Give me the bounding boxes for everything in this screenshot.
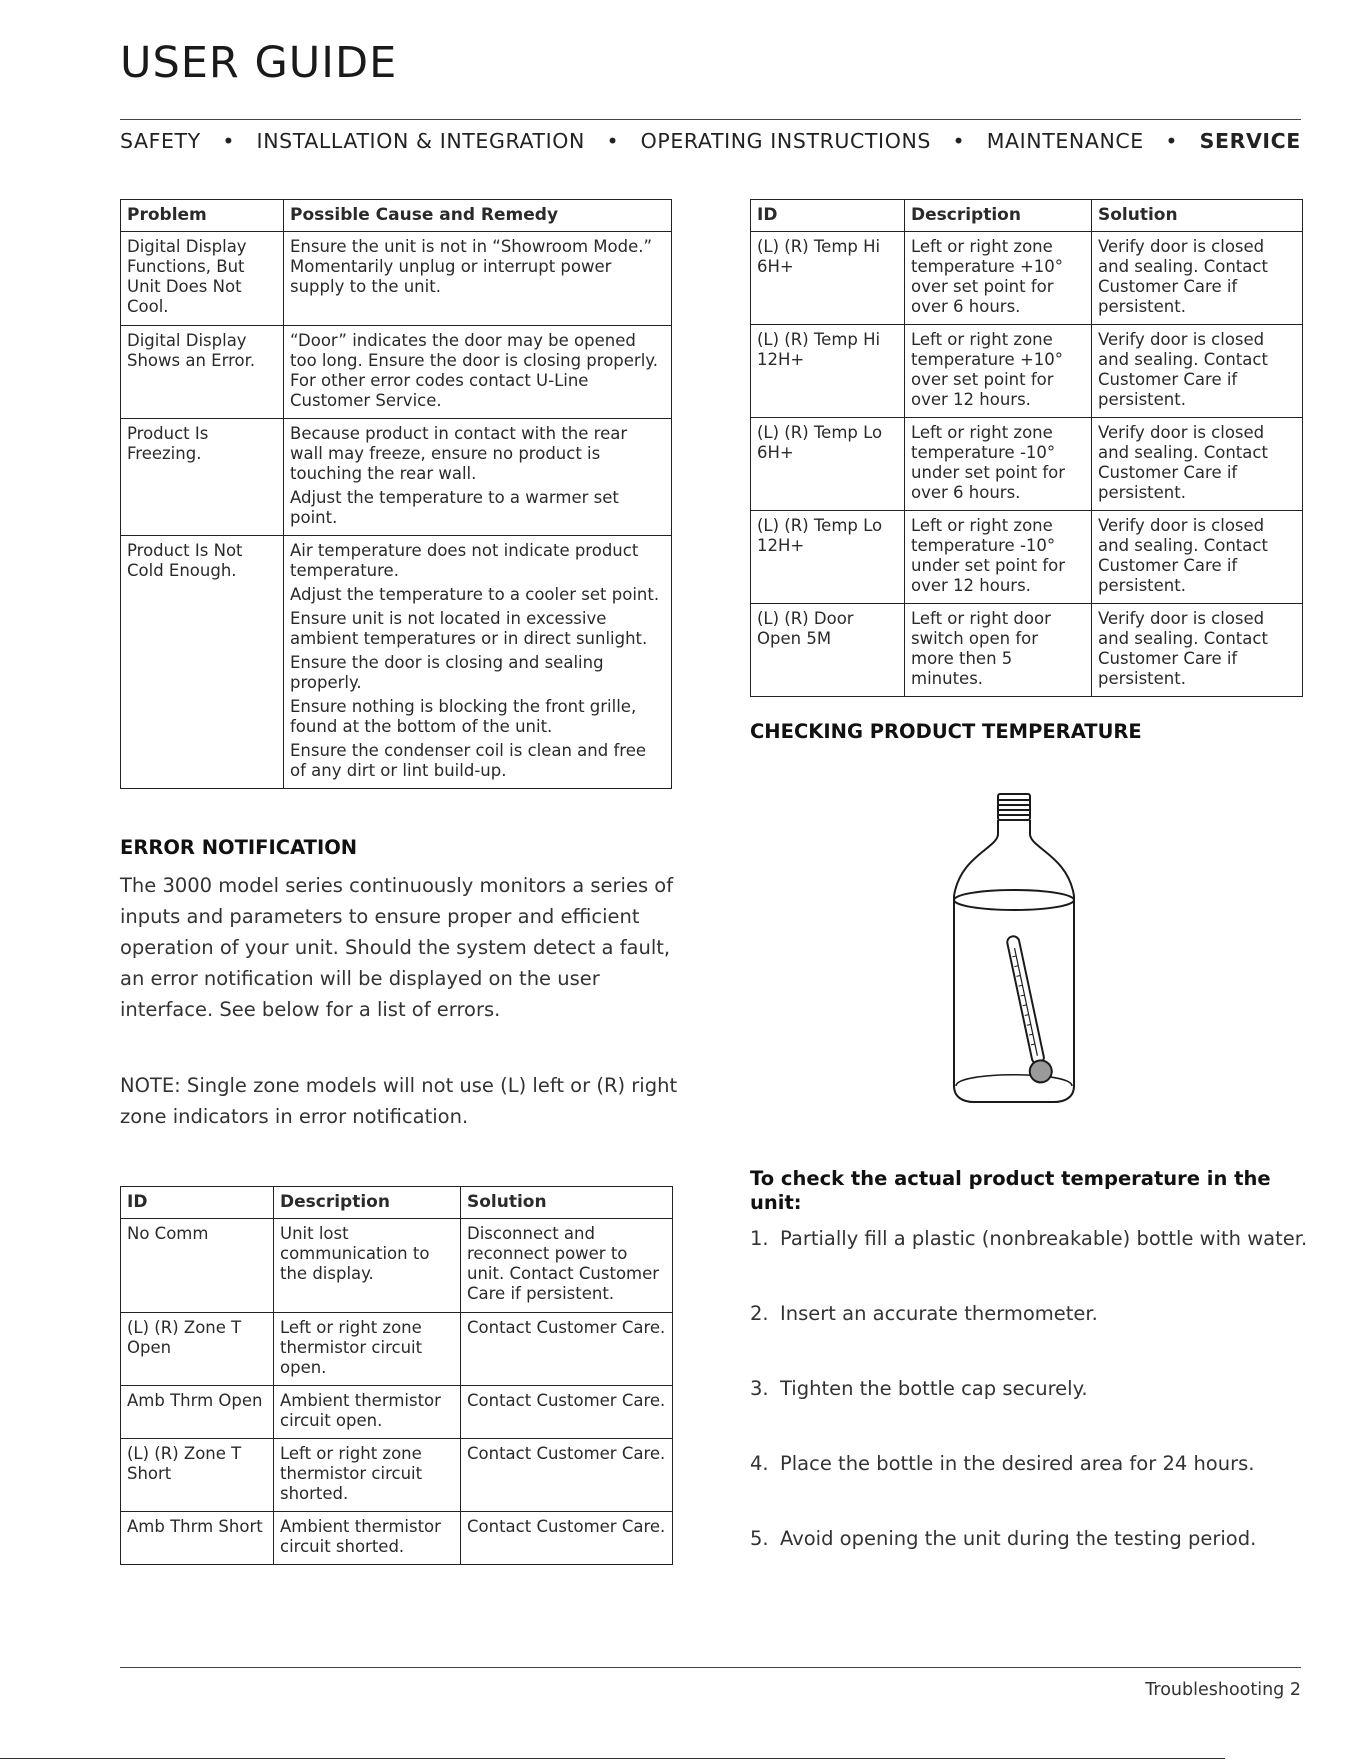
nav-item-installation: INSTALLATION & INTEGRATION <box>256 129 585 153</box>
list-item: 4. Place the bottle in the desired area for 24 hours. <box>750 1452 1255 1475</box>
troubleshooting-table <box>120 199 672 789</box>
error-description-cell: Left or right zone temperature -10° under set point for over 6 hours. <box>905 418 1092 511</box>
error-id-cell: (L) (R) Temp Lo 6H+ <box>751 418 905 511</box>
nav-separator: • <box>222 129 236 153</box>
table-row <box>121 419 672 536</box>
error-id-cell: (L) (R) Temp Hi 12H+ <box>751 325 905 418</box>
error-id-cell: (L) (R) Door Open 5M <box>751 604 905 697</box>
error-codes-table-left <box>120 1186 673 1565</box>
nav-item-service-active: SERVICE <box>1199 129 1301 153</box>
step-text: Avoid opening the unit during the testing period. <box>780 1527 1257 1550</box>
table-row <box>121 326 672 419</box>
error-solution-cell: Contact Customer Care. <box>461 1439 673 1512</box>
page-edge-line <box>0 1758 1225 1759</box>
remedy-text: Air temperature does not indicate product temperature. <box>290 541 639 580</box>
error-solution-cell: Contact Customer Care. <box>461 1512 673 1565</box>
error-solution-cell: Verify door is closed and sealing. Contact Customer Care if persistent. <box>1092 418 1303 511</box>
nav-separator: • <box>606 129 620 153</box>
table-row <box>121 232 672 326</box>
step-text: Insert an accurate thermometer. <box>780 1302 1098 1325</box>
error-notification-paragraph: The 3000 model series continuously monitors a series of inputs and parameters to ensure proper and efficient operation of your unit. Should the system detect a fault, an error notification will be displayed on the user interface. See below for a list of errors. <box>120 874 674 1021</box>
error-solution-cell: Contact Customer Care. <box>461 1386 673 1439</box>
error-solution-cell: Disconnect and reconnect power to unit. Contact Customer Care if persistent. <box>461 1219 673 1313</box>
column-header: Description <box>905 200 1092 232</box>
section-heading-checking-temperature: CHECKING PRODUCT TEMPERATURE <box>750 720 1142 743</box>
table-row <box>751 418 1303 511</box>
error-description-cell: Left or right zone thermistor circuit shorted. <box>274 1439 461 1512</box>
column-header: Possible Cause and Remedy <box>284 200 672 232</box>
remedy-cell <box>284 232 672 326</box>
problem-cell: Product Is Freezing. <box>121 419 284 536</box>
list-item: 1. Partially fill a plastic (nonbreakable) bottle with water. <box>750 1227 1308 1250</box>
page-title: USER GUIDE <box>120 38 398 88</box>
remedy-text: Ensure nothing is blocking the front grille, found at the bottom of the unit. <box>290 697 637 736</box>
column-header: Description <box>274 1187 461 1219</box>
error-description-cell: Left or right zone thermistor circuit open. <box>274 1313 461 1386</box>
table-row <box>121 1512 673 1565</box>
table-row <box>751 511 1303 604</box>
error-solution-cell: Verify door is closed and sealing. Contact Customer Care if persistent. <box>1092 604 1303 697</box>
instruction-steps <box>750 1227 1310 1602</box>
remedy-text: Ensure unit is not located in excessive ambient temperatures or in direct sunlight. <box>290 609 648 648</box>
instructions-subheading: To check the actual product temperature in the unit: <box>750 1167 1271 1214</box>
remedy-cell <box>284 536 672 789</box>
error-id-cell: (L) (R) Zone T Short <box>121 1439 274 1512</box>
table-row <box>121 1219 673 1313</box>
list-item: 5. Avoid opening the unit during the testing period. <box>750 1527 1257 1550</box>
single-zone-note: NOTE: Single zone models will not use (L) left or (R) right zone indicators in error notification. <box>120 1074 678 1128</box>
error-description-cell: Left or right zone temperature +10° over set point for over 12 hours. <box>905 325 1092 418</box>
page-footer-label: Troubleshooting 2 <box>1145 1680 1301 1700</box>
step-text: Place the bottle in the desired area for 24 hours. <box>780 1452 1255 1475</box>
remedy-text: Ensure the condenser coil is clean and free of any dirt or lint build-up. <box>290 741 647 780</box>
list-item: 3. Tighten the bottle cap securely. <box>750 1377 1088 1400</box>
remedy-text: Ensure the unit is not in “Showroom Mode.” Momentarily unplug or interrupt power supply to the unit. <box>290 237 653 296</box>
remedy-text: Adjust the temperature to a cooler set point. <box>290 585 660 604</box>
error-description-cell: Ambient thermistor circuit shorted. <box>274 1512 461 1565</box>
table-row <box>121 1439 673 1512</box>
remedy-cell <box>284 419 672 536</box>
error-codes-table-right <box>750 199 1303 697</box>
step-text: Partially fill a plastic (nonbreakable) bottle with water. <box>780 1227 1308 1250</box>
remedy-text: Because product in contact with the rear wall may freeze, ensure no product is touching the rear wall. <box>290 424 628 483</box>
column-header: ID <box>751 200 905 232</box>
nav-item-operating: OPERATING INSTRUCTIONS <box>640 129 931 153</box>
table-row <box>121 536 672 789</box>
error-description-cell: Left or right zone temperature +10° over set point for over 6 hours. <box>905 232 1092 325</box>
remedy-text: Ensure the door is closing and sealing properly. <box>290 653 604 692</box>
error-solution-cell: Verify door is closed and sealing. Contact Customer Care if persistent. <box>1092 232 1303 325</box>
problem-cell: Digital Display Shows an Error. <box>121 326 284 419</box>
error-id-cell: Amb Thrm Open <box>121 1386 274 1439</box>
table-row <box>751 604 1303 697</box>
error-id-cell: (L) (R) Temp Lo 12H+ <box>751 511 905 604</box>
error-description-cell: Ambient thermistor circuit open. <box>274 1386 461 1439</box>
remedy-cell <box>284 326 672 419</box>
column-header: Problem <box>121 200 284 232</box>
error-description-cell: Unit lost communication to the display. <box>274 1219 461 1313</box>
error-solution-cell: Verify door is closed and sealing. Contact Customer Care if persistent. <box>1092 325 1303 418</box>
error-id-cell: (L) (R) Zone T Open <box>121 1313 274 1386</box>
error-description-cell: Left or right zone temperature -10° under set point for over 12 hours. <box>905 511 1092 604</box>
nav-item-safety: SAFETY <box>120 129 201 153</box>
nav-separator: • <box>952 129 966 153</box>
column-header: ID <box>121 1187 274 1219</box>
remedy-text: Adjust the temperature to a warmer set point. <box>290 488 619 527</box>
error-description-cell: Left or right door switch open for more then 5 minutes. <box>905 604 1092 697</box>
column-header: Solution <box>461 1187 673 1219</box>
error-solution-cell: Contact Customer Care. <box>461 1313 673 1386</box>
bottle-thermometer-illustration <box>940 786 1080 1106</box>
error-id-cell: (L) (R) Temp Hi 6H+ <box>751 232 905 325</box>
nav-item-maintenance: MAINTENANCE <box>986 129 1144 153</box>
section-heading-error-notification: ERROR NOTIFICATION <box>120 836 358 859</box>
list-item: 2. Insert an accurate thermometer. <box>750 1302 1098 1325</box>
table-row <box>121 1386 673 1439</box>
remedy-text: “Door” indicates the door may be opened too long. Ensure the door is closing properly. For other error codes contact U-Line Customer Service. <box>290 331 658 410</box>
step-text: Tighten the bottle cap securely. <box>780 1377 1088 1400</box>
problem-cell: Digital Display Functions, But Unit Does Not Cool. <box>121 232 284 326</box>
table-row <box>121 1313 673 1386</box>
header-divider <box>120 119 1301 120</box>
error-id-cell: No Comm <box>121 1219 274 1313</box>
problem-cell: Product Is Not Cold Enough. <box>121 536 284 789</box>
nav-separator: • <box>1165 129 1179 153</box>
table-row <box>751 325 1303 418</box>
table-row <box>751 232 1303 325</box>
error-id-cell: Amb Thrm Short <box>121 1512 274 1565</box>
section-nav <box>120 129 1301 153</box>
column-header: Solution <box>1092 200 1303 232</box>
footer-divider <box>120 1667 1301 1668</box>
error-solution-cell: Verify door is closed and sealing. Contact Customer Care if persistent. <box>1092 511 1303 604</box>
